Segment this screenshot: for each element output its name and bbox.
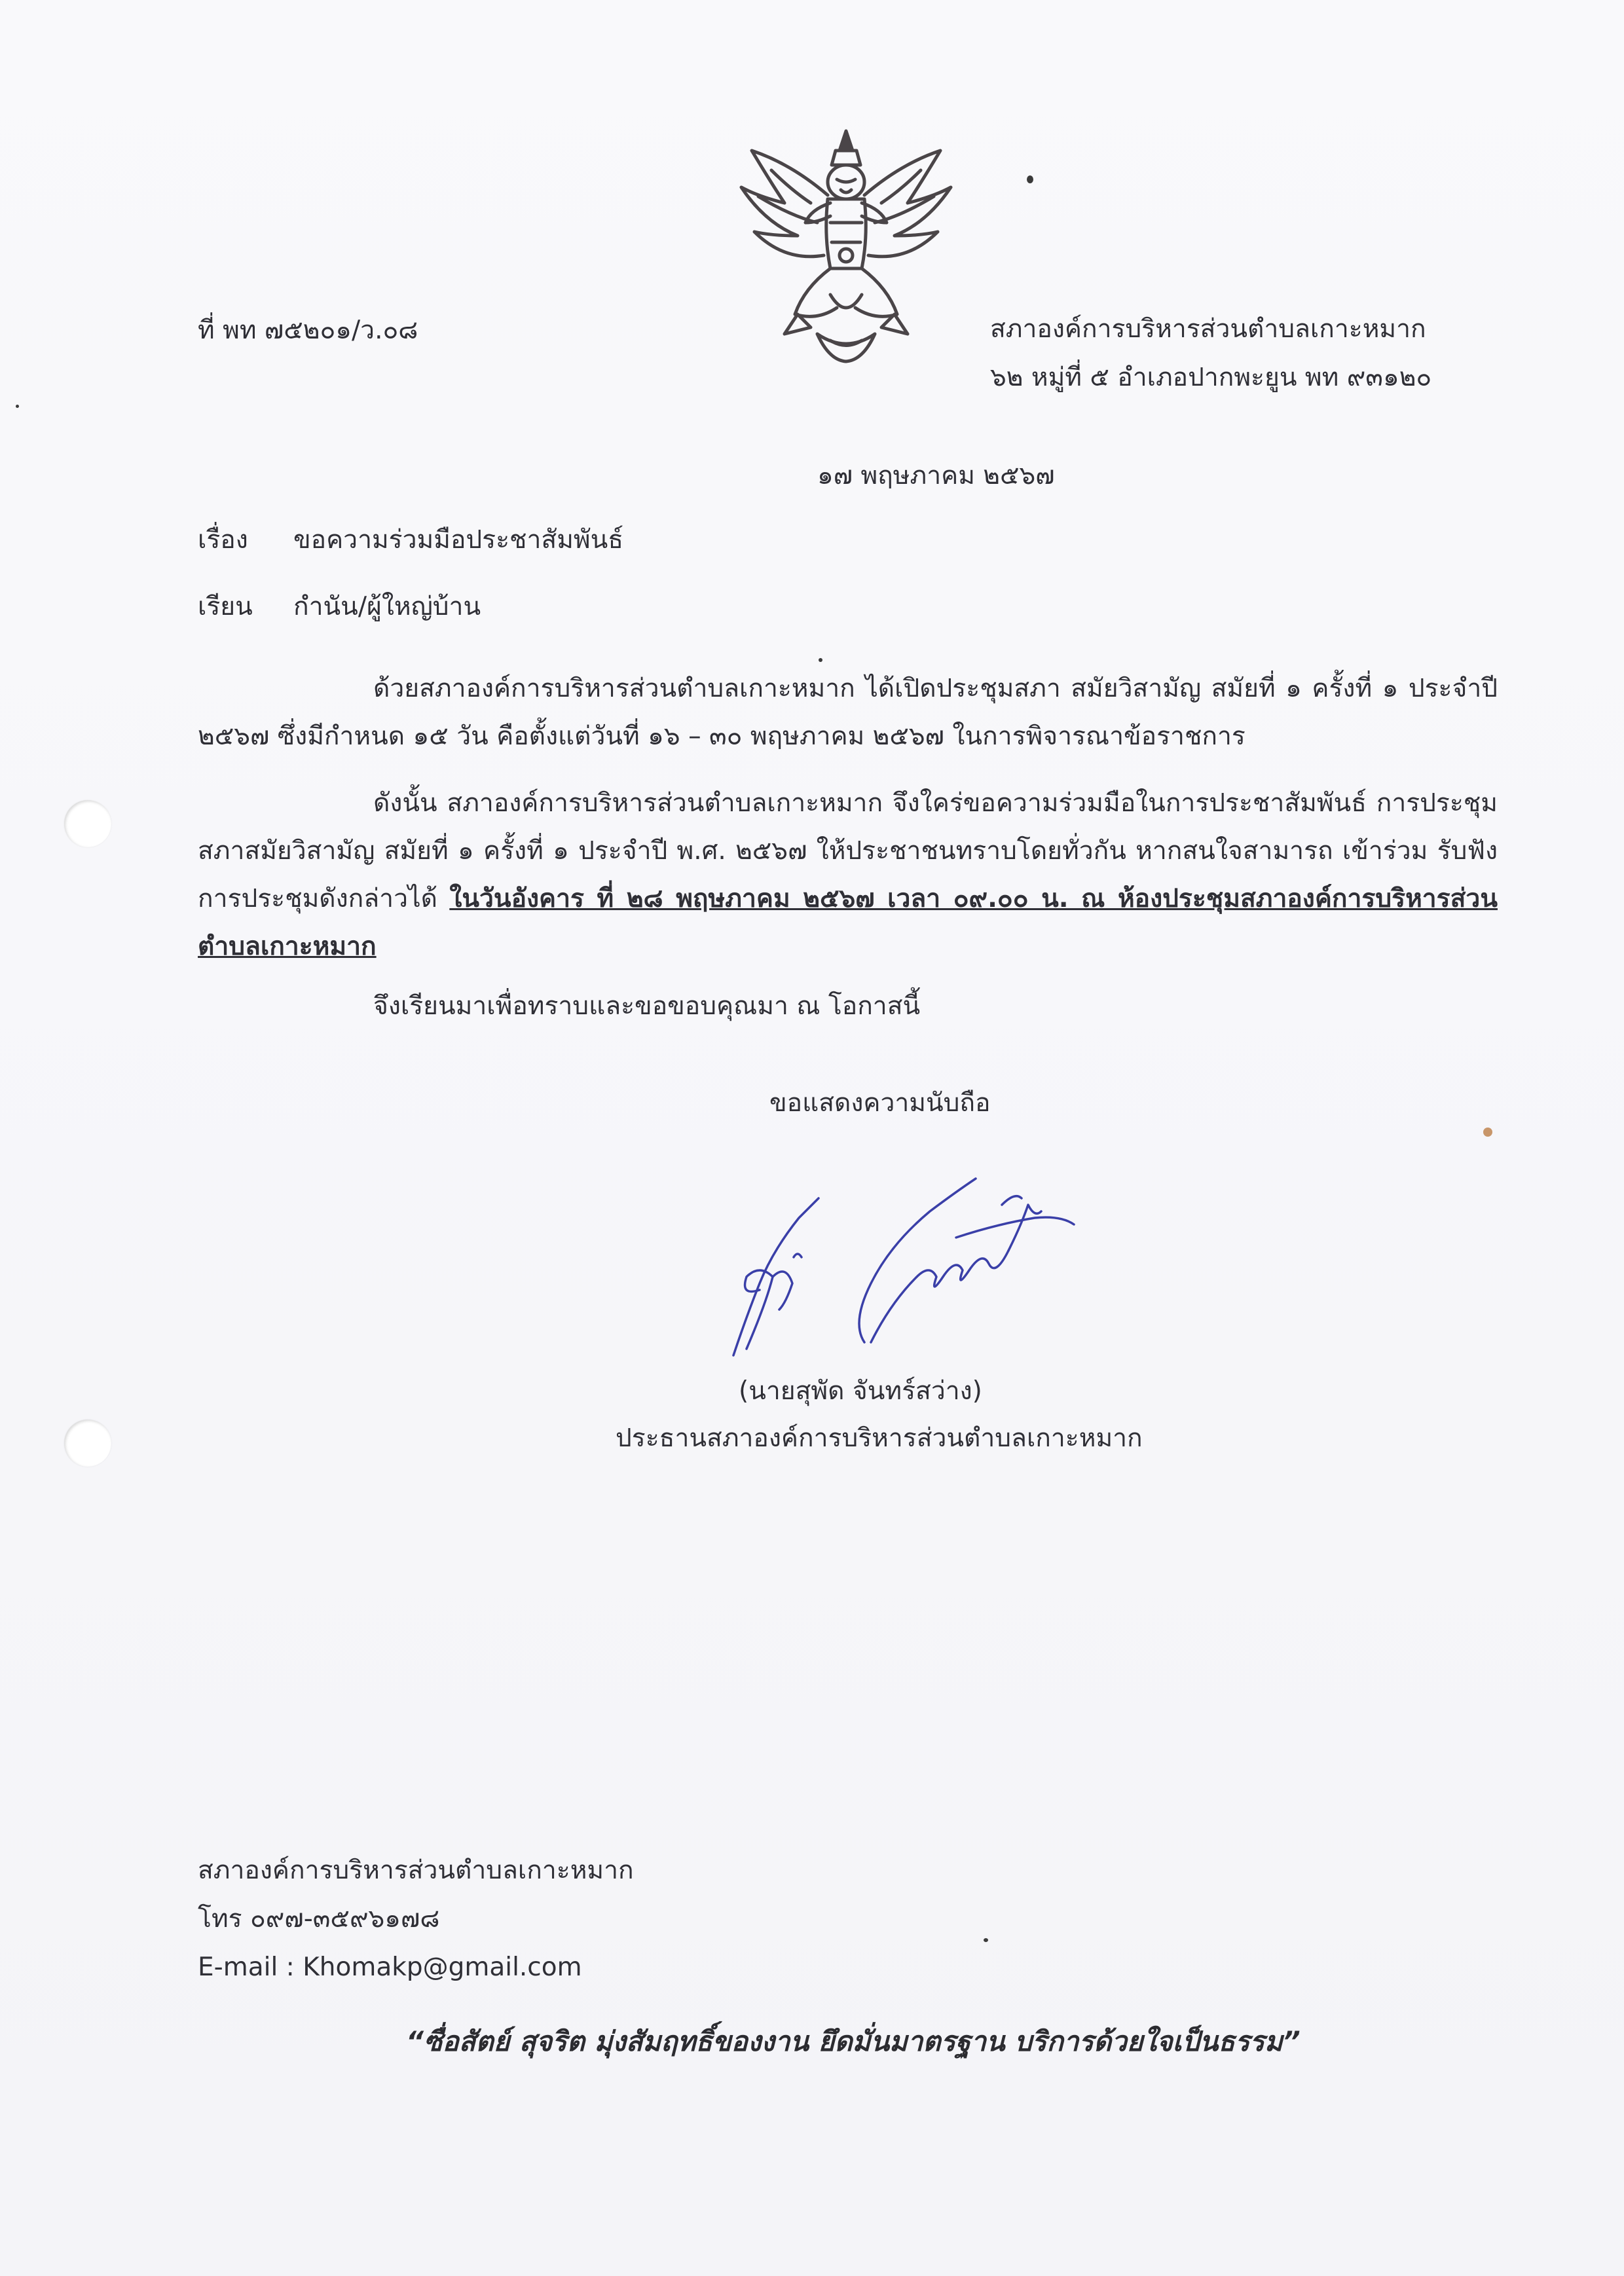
subject-label: เรื่อง: [198, 525, 248, 555]
footer-email: E-mail : Khomakp@gmail.com: [198, 1953, 582, 1982]
recipient-label: เรียน: [198, 592, 253, 621]
paper-speck: [1027, 175, 1033, 183]
body-paragraph-2: [198, 779, 1498, 970]
paper-speck: [984, 1938, 988, 1942]
garuda-emblem-icon: [732, 124, 960, 367]
punch-hole-bottom: [64, 1420, 111, 1467]
reference-number: ที่ พท ๗๕๒๐๑/ว.๐๘: [198, 316, 418, 345]
paper-speck: [1483, 1128, 1492, 1137]
paragraph-1-text: ด้วยสภาองค์การบริหารส่วนตำบลเกาะหมาก ได้เปิดประชุมสภา สมัยวิสามัญ สมัยที่ ๑ ครั้งที่ ๑ ประจำปี ๒๕๖๗ ซึ่งมีกำหนด ๑๕ วัน คือตั้งแต่วันที่ ๑๖ – ๓๐ พฤษภาคม ๒๕๖๗ ในการพิจารณาข้อราชการ: [198, 674, 1498, 751]
meeting-details-highlight: ในวันอังคาร ที่ ๒๘ พฤษภาคม ๒๕๖๗ เวลา ๐๙.๐๐ น. ณ ห้องประชุมสภาองค์การบริหารส่วนตำบลเกาะหมาก: [198, 884, 1498, 961]
recipient-text: กำนัน/ผู้ใหญ่บ้าน: [293, 592, 481, 621]
subject-text: ขอความร่วมมือประชาสัมพันธ์: [293, 525, 624, 555]
org-name: สภาองค์การบริหารส่วนตำบลเกาะหมาก: [990, 314, 1426, 344]
letter-date: ๑๗ พฤษภาคม ๒๕๖๗: [817, 461, 1055, 490]
paper-speck: [819, 658, 822, 662]
signer-name: (นายสุพัด จันทร์สว่าง): [739, 1376, 982, 1406]
paragraph-2-text: ดังนั้น สภาองค์การบริหารส่วนตำบลเกาะหมาก จึงใคร่ขอความร่วมมือในการประชาสัมพันธ์ การประชุมสภาสมัยวิสามัญ สมัยที่ ๑ ครั้งที่ ๑ ประจำปี พ.ศ. ๒๕๖๗ ให้ประชาชนทราบโดยทั่วกัน หากสนใจสามารถ เข้าร่วม รับฟังการประชุมดังกล่าวได้: [198, 788, 1498, 913]
footer-org-name: สภาองค์การบริหารส่วนตำบลเกาะหมาก: [198, 1856, 634, 1885]
body-paragraph-1: [198, 665, 1498, 760]
signature-icon: [720, 1152, 1100, 1375]
organization-motto: “ซื่อสัตย์ สุจริต มุ่งสัมฤทธิ์ของงาน ยึดมั่นมาตรฐาน บริการด้วยใจเป็นธรรม”: [406, 2025, 1301, 2057]
paper-speck: [16, 405, 19, 408]
body-paragraph-3: จึงเรียนมาเพื่อทราบและขอขอบคุณมา ณ โอกาสนี้: [373, 991, 921, 1021]
org-address: ๖๒ หมู่ที่ ๕ อำเภอปากพะยูน พท ๙๓๑๒๐: [990, 363, 1432, 392]
closing-salutation: ขอแสดงความนับถือ: [769, 1088, 991, 1118]
punch-hole-top: [64, 800, 111, 847]
footer-phone: โทร ๐๙๗-๓๕๙๖๑๗๘: [198, 1904, 440, 1934]
signer-title: ประธานสภาองค์การบริหารส่วนตำบลเกาะหมาก: [616, 1423, 1143, 1453]
